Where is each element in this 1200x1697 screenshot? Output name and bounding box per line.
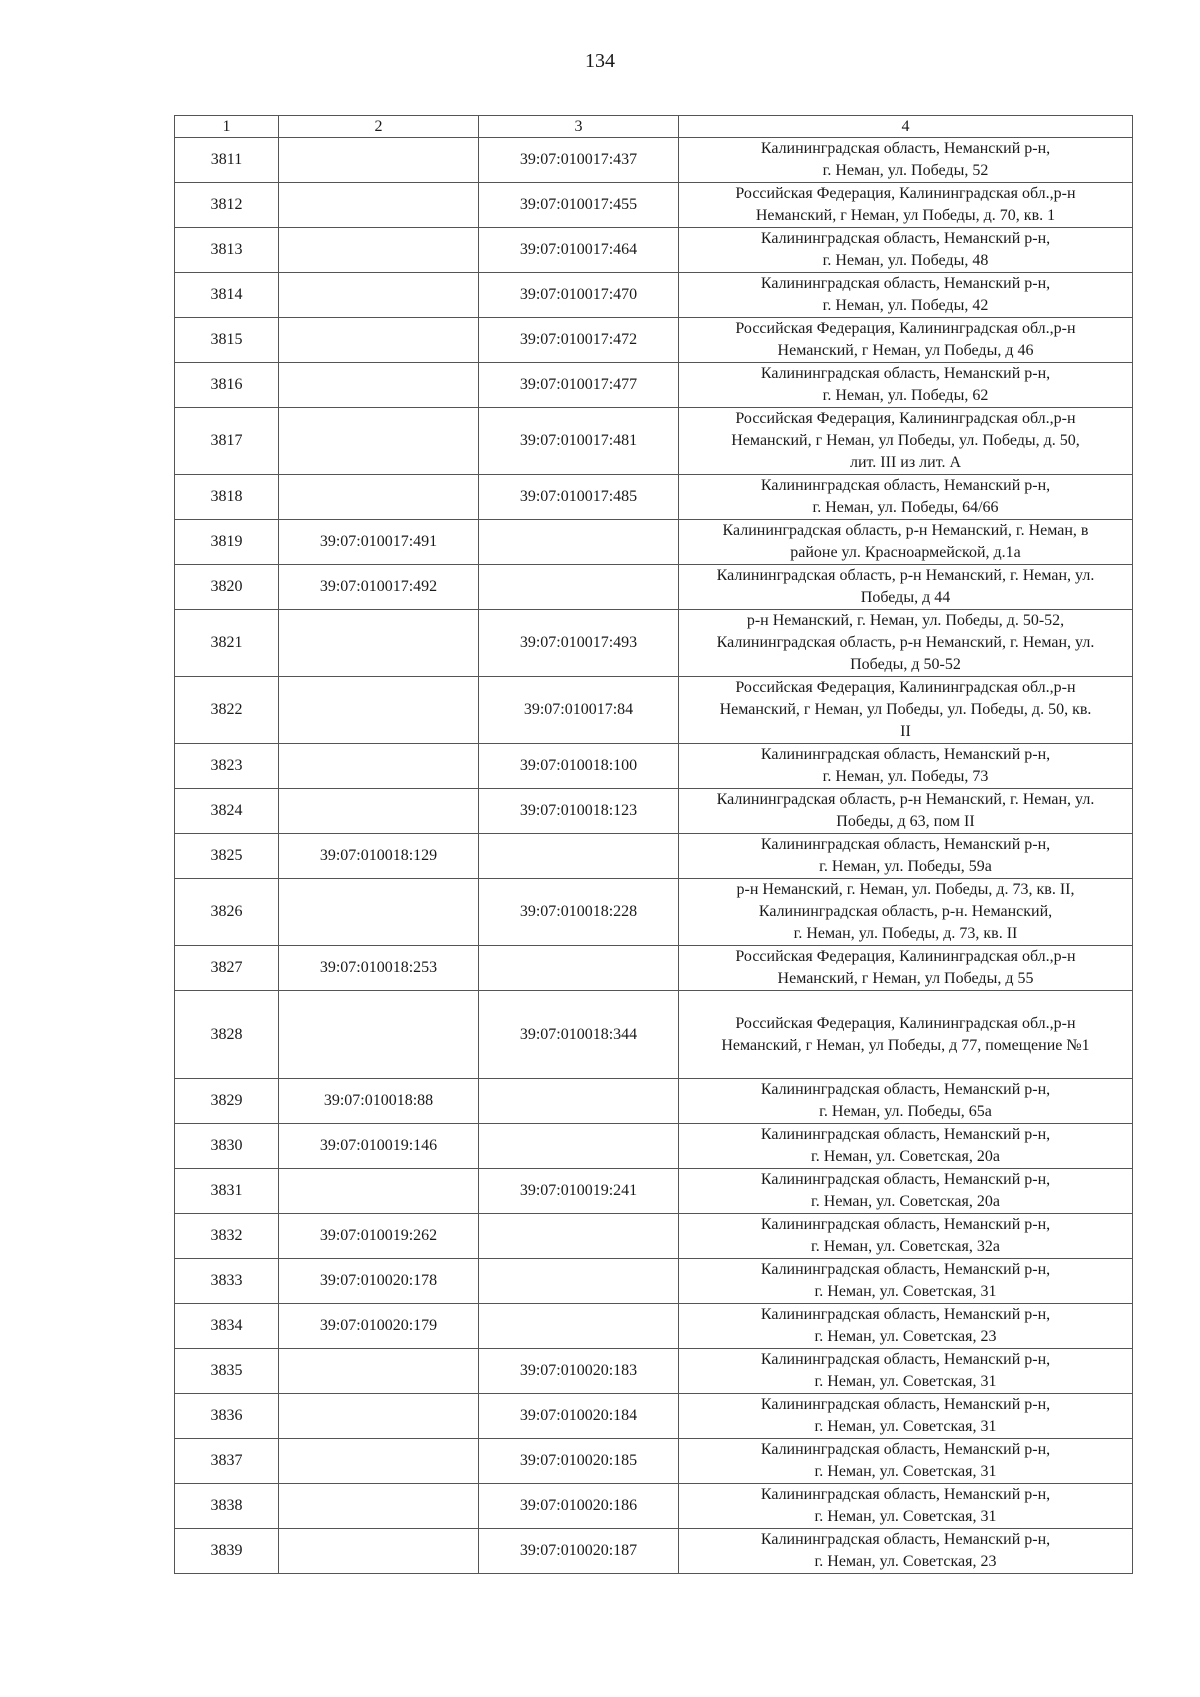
row-number-cell: 3827 — [175, 946, 279, 991]
address-cell — [679, 1529, 1133, 1574]
address-cell — [679, 1079, 1133, 1124]
cadastral-number-cell: 39:07:010020:183 — [479, 1349, 679, 1394]
address-line: г. Неман, ул. Победы, 42 — [822, 297, 989, 314]
address-line: г. Неман, ул. Советская, 20а — [811, 1193, 1000, 1210]
table-row — [175, 610, 1133, 677]
address-cell — [679, 991, 1133, 1079]
table-row — [175, 1214, 1133, 1259]
address-cell — [679, 1394, 1133, 1439]
cadastral-number-cell: 39:07:010018:228 — [479, 879, 679, 946]
row-number-cell: 3835 — [175, 1349, 279, 1394]
row-number-cell: 3811 — [175, 138, 279, 183]
cadastral-number-cell: 39:07:010018:253 — [279, 946, 479, 991]
cadastral-number-cell — [279, 228, 479, 273]
row-number-cell: 3818 — [175, 475, 279, 520]
address-cell — [679, 1349, 1133, 1394]
cadastral-number-cell: 39:07:010019:146 — [279, 1124, 479, 1169]
table-row — [175, 744, 1133, 789]
address-line: г. Неман, ул. Советская, 31 — [814, 1463, 997, 1480]
row-number-cell: 3825 — [175, 834, 279, 879]
cadastral-number-cell: 39:07:010017:481 — [479, 408, 679, 475]
address-line: Калининградская область, р-н Неманский, г. Неман, ул. — [716, 634, 1095, 651]
table-row — [175, 1304, 1133, 1349]
address-line: г. Неман, ул. Советская, 31 — [814, 1283, 997, 1300]
address-line: р-н Неманский, г. Неман, ул. Победы, д. 50-52, — [746, 612, 1065, 629]
cadastral-number-cell: 39:07:010019:241 — [479, 1169, 679, 1214]
row-number-cell: 3837 — [175, 1439, 279, 1484]
table-row — [175, 1484, 1133, 1529]
cadastral-number-cell — [279, 273, 479, 318]
address-cell — [679, 363, 1133, 408]
address-line: г. Неман, ул. Советская, 31 — [814, 1373, 997, 1390]
row-number-cell: 3823 — [175, 744, 279, 789]
address-line: Победы, д 63, пом II — [836, 813, 975, 830]
address-line: Неманский, г Неман, ул Победы, д. 70, кв. 1 — [755, 207, 1056, 224]
table-row — [175, 946, 1133, 991]
address-line: районе ул. Красноармейской, д.1а — [790, 544, 1021, 561]
address-line: Калининградская область, Неманский р-н, — [760, 365, 1051, 382]
address-cell — [679, 1439, 1133, 1484]
cadastral-number-cell: 39:07:010017:455 — [479, 183, 679, 228]
cadastral-number-cell — [279, 408, 479, 475]
address-line: г. Неман, ул. Советская, 23 — [814, 1553, 997, 1570]
address-cell — [679, 834, 1133, 879]
table-row — [175, 1124, 1133, 1169]
address-line: г. Неман, ул. Советская, 31 — [814, 1508, 997, 1525]
address-cell — [679, 1304, 1133, 1349]
address-line: Калининградская область, Неманский р-н, — [760, 1126, 1051, 1143]
cadastral-number-cell: 39:07:010020:187 — [479, 1529, 679, 1574]
address-line: Калининградская область, Неманский р-н, — [760, 1216, 1051, 1233]
page-number: 134 — [585, 50, 615, 72]
address-line: II — [900, 723, 911, 740]
row-number-cell: 3821 — [175, 610, 279, 677]
row-number-cell: 3812 — [175, 183, 279, 228]
address-cell — [679, 183, 1133, 228]
cadastral-number-cell: 39:07:010020:186 — [479, 1484, 679, 1529]
address-line: Калининградская область, Неманский р-н, — [760, 1486, 1051, 1503]
row-number-cell: 3822 — [175, 677, 279, 744]
cadastral-number-cell: 39:07:010017:437 — [479, 138, 679, 183]
address-line: Калининградская область, р-н Неманский, г. Неман, ул. — [716, 791, 1095, 808]
table-row — [175, 1169, 1133, 1214]
table-row — [175, 138, 1133, 183]
address-line: г. Неман, ул. Победы, 62 — [822, 387, 989, 404]
row-number-cell: 3813 — [175, 228, 279, 273]
row-number-cell: 3833 — [175, 1259, 279, 1304]
cadastral-number-cell: 39:07:010018:344 — [479, 991, 679, 1079]
table-row — [175, 228, 1133, 273]
address-line: Калининградская область, Неманский р-н, — [760, 1261, 1051, 1278]
table-row — [175, 565, 1133, 610]
address-cell — [679, 1259, 1133, 1304]
address-line: г. Неман, ул. Советская, 31 — [814, 1418, 997, 1435]
address-cell — [679, 1214, 1133, 1259]
row-number-cell: 3817 — [175, 408, 279, 475]
address-cell — [679, 565, 1133, 610]
address-line: Калининградская область, р-н Неманский, г. Неман, в — [722, 522, 1089, 539]
table-row — [175, 363, 1133, 408]
table-row — [175, 318, 1133, 363]
address-line: Калининградская область, Неманский р-н, — [760, 1396, 1051, 1413]
address-line: Неманский, г Неман, ул Победы, д 55 — [777, 970, 1034, 987]
cadastral-number-cell — [279, 879, 479, 946]
cadastral-number-cell — [279, 138, 479, 183]
table-body — [175, 138, 1133, 1574]
address-cell — [679, 677, 1133, 744]
row-number-cell: 3816 — [175, 363, 279, 408]
address-line: Неманский, г Неман, ул Победы, д 46 — [777, 342, 1034, 359]
row-number-cell: 3826 — [175, 879, 279, 946]
address-cell — [679, 1124, 1133, 1169]
address-line: Калининградская область, Неманский р-н, — [760, 230, 1051, 247]
column-header-2: 2 — [279, 116, 479, 138]
address-line: г. Неман, ул. Победы, 65а — [819, 1103, 992, 1120]
table-row — [175, 1439, 1133, 1484]
column-header-4: 4 — [679, 116, 1133, 138]
address-cell — [679, 138, 1133, 183]
address-line: Калининградская область, Неманский р-н, — [760, 275, 1051, 292]
address-line: Российская Федерация, Калининградская обл.,р-н — [735, 410, 1076, 427]
address-line: г. Неман, ул. Победы, 64/66 — [812, 499, 999, 516]
address-line: Калининградская область, Неманский р-н, — [760, 1306, 1051, 1323]
cadastral-number-cell: 39:07:010017:84 — [479, 677, 679, 744]
address-line: г. Неман, ул. Советская, 20а — [811, 1148, 1000, 1165]
row-number-cell: 3838 — [175, 1484, 279, 1529]
address-cell — [679, 946, 1133, 991]
cadastral-number-cell — [479, 1304, 679, 1349]
table-row — [175, 183, 1133, 228]
address-cell — [679, 1484, 1133, 1529]
cadastral-number-cell — [479, 520, 679, 565]
address-line: Калининградская область, Неманский р-н, — [760, 1351, 1051, 1368]
cadastral-number-cell: 39:07:010020:179 — [279, 1304, 479, 1349]
cadastral-number-cell: 39:07:010017:464 — [479, 228, 679, 273]
row-number-cell: 3824 — [175, 789, 279, 834]
cadastral-number-cell — [279, 1394, 479, 1439]
address-line: Победы, д 44 — [860, 589, 951, 606]
address-line: Калининградская область, Неманский р-н, — [760, 1441, 1051, 1458]
table-row — [175, 1394, 1133, 1439]
cadastral-number-cell: 39:07:010018:100 — [479, 744, 679, 789]
address-line: Калининградская область, Неманский р-н, — [760, 140, 1051, 157]
address-cell — [679, 408, 1133, 475]
address-cell — [679, 789, 1133, 834]
address-line: Российская Федерация, Калининградская обл.,р-н — [735, 320, 1076, 337]
cadastral-number-cell — [279, 1169, 479, 1214]
row-number-cell: 3839 — [175, 1529, 279, 1574]
address-line: Российская Федерация, Калининградская обл.,р-н — [735, 948, 1076, 965]
address-cell — [679, 273, 1133, 318]
cadastral-number-cell — [279, 789, 479, 834]
address-line: Неманский, г Неман, ул Победы, ул. Победы, д. 50, кв. — [719, 701, 1092, 718]
column-header-1: 1 — [175, 116, 279, 138]
table-row — [175, 408, 1133, 475]
table-row — [175, 1349, 1133, 1394]
table-row — [175, 273, 1133, 318]
cadastral-number-cell: 39:07:010018:123 — [479, 789, 679, 834]
cadastral-number-cell — [479, 1124, 679, 1169]
cadastral-number-cell: 39:07:010020:185 — [479, 1439, 679, 1484]
cadastral-number-cell — [479, 1079, 679, 1124]
address-line: г. Неман, ул. Победы, 48 — [822, 252, 989, 269]
address-line: Победы, д 50-52 — [850, 656, 961, 673]
table-header-row — [175, 116, 1133, 138]
address-cell — [679, 228, 1133, 273]
cadastral-number-cell: 39:07:010017:472 — [479, 318, 679, 363]
address-line: Калининградская область, Неманский р-н, — [760, 1171, 1051, 1188]
cadastral-number-cell — [279, 1529, 479, 1574]
address-line: Неманский, г Неман, ул Победы, ул. Победы, д. 50, — [731, 432, 1080, 449]
address-line: г. Неман, ул. Победы, 59а — [819, 858, 992, 875]
registry-table — [174, 115, 1133, 1574]
address-line: Российская Федерация, Калининградская обл.,р-н — [735, 1014, 1076, 1032]
address-line: Калининградская область, Неманский р-н, — [760, 746, 1051, 763]
address-line: г. Неман, ул. Победы, д. 73, кв. II — [793, 925, 1018, 942]
address-cell — [679, 744, 1133, 789]
cadastral-number-cell — [279, 744, 479, 789]
address-cell — [679, 318, 1133, 363]
row-number-cell: 3828 — [175, 991, 279, 1079]
address-line: Российская Федерация, Калининградская обл.,р-н — [735, 185, 1076, 202]
row-number-cell: 3820 — [175, 565, 279, 610]
cadastral-number-cell — [279, 183, 479, 228]
table-row — [175, 1079, 1133, 1124]
cadastral-number-cell — [479, 946, 679, 991]
address-cell — [679, 475, 1133, 520]
address-line: Калининградская область, р-н. Неманский, — [758, 903, 1053, 920]
table-row — [175, 834, 1133, 879]
row-number-cell: 3829 — [175, 1079, 279, 1124]
address-cell — [679, 610, 1133, 677]
cadastral-number-cell: 39:07:010018:129 — [279, 834, 479, 879]
address-cell — [679, 879, 1133, 946]
cadastral-number-cell — [479, 565, 679, 610]
address-line: г. Неман, ул. Победы, 73 — [822, 768, 989, 785]
address-line: Калининградская область, Неманский р-н, — [760, 1081, 1051, 1098]
cadastral-number-cell — [479, 1259, 679, 1304]
cadastral-number-cell — [279, 610, 479, 677]
address-cell — [679, 1169, 1133, 1214]
address-line: р-н Неманский, г. Неман, ул. Победы, д. 73, кв. II, — [736, 881, 1075, 898]
table-row — [175, 677, 1133, 744]
cadastral-number-cell: 39:07:010020:178 — [279, 1259, 479, 1304]
address-line: Калининградская область, Неманский р-н, — [760, 477, 1051, 494]
cadastral-number-cell — [279, 363, 479, 408]
cadastral-number-cell: 39:07:010017:485 — [479, 475, 679, 520]
cadastral-number-cell: 39:07:010017:477 — [479, 363, 679, 408]
address-line: г. Неман, ул. Советская, 23 — [814, 1328, 997, 1345]
cadastral-number-cell: 39:07:010017:493 — [479, 610, 679, 677]
row-number-cell: 3832 — [175, 1214, 279, 1259]
table-row — [175, 1259, 1133, 1304]
address-cell — [679, 520, 1133, 565]
address-line: Российская Федерация, Калининградская обл.,р-н — [735, 679, 1076, 696]
cadastral-number-cell — [279, 677, 479, 744]
cadastral-number-cell — [279, 1349, 479, 1394]
address-line: Калининградская область, Неманский р-н, — [760, 836, 1051, 853]
address-line: г. Неман, ул. Победы, 52 — [822, 162, 989, 179]
cadastral-number-cell — [279, 991, 479, 1079]
cadastral-number-cell: 39:07:010018:88 — [279, 1079, 479, 1124]
cadastral-number-cell — [479, 1214, 679, 1259]
address-line: Калининградская область, Неманский р-н, — [760, 1531, 1051, 1548]
address-line: Неманский, г Неман, ул Победы, д 77, помещение №1 — [721, 1036, 1090, 1054]
cadastral-number-cell: 39:07:010017:470 — [479, 273, 679, 318]
row-number-cell: 3831 — [175, 1169, 279, 1214]
cadastral-number-cell: 39:07:010019:262 — [279, 1214, 479, 1259]
cadastral-number-cell: 39:07:010017:491 — [279, 520, 479, 565]
table-row — [175, 1529, 1133, 1574]
address-line: г. Неман, ул. Советская, 32а — [811, 1238, 1000, 1255]
row-number-cell: 3830 — [175, 1124, 279, 1169]
cadastral-number-cell: 39:07:010017:492 — [279, 565, 479, 610]
table-row — [175, 789, 1133, 834]
cadastral-number-cell — [279, 475, 479, 520]
row-number-cell: 3834 — [175, 1304, 279, 1349]
address-line: лит. III из лит. А — [849, 454, 962, 471]
cadastral-number-cell: 39:07:010020:184 — [479, 1394, 679, 1439]
cadastral-number-cell — [279, 1439, 479, 1484]
column-header-3: 3 — [479, 116, 679, 138]
cadastral-number-cell — [279, 318, 479, 363]
table-row — [175, 991, 1133, 1079]
address-line: Калининградская область, р-н Неманский, г. Неман, ул. — [716, 567, 1095, 584]
table-row — [175, 520, 1133, 565]
cadastral-number-cell — [479, 834, 679, 879]
row-number-cell: 3815 — [175, 318, 279, 363]
table-row — [175, 475, 1133, 520]
row-number-cell: 3836 — [175, 1394, 279, 1439]
cadastral-number-cell — [279, 1484, 479, 1529]
row-number-cell: 3819 — [175, 520, 279, 565]
row-number-cell: 3814 — [175, 273, 279, 318]
table-row — [175, 879, 1133, 946]
